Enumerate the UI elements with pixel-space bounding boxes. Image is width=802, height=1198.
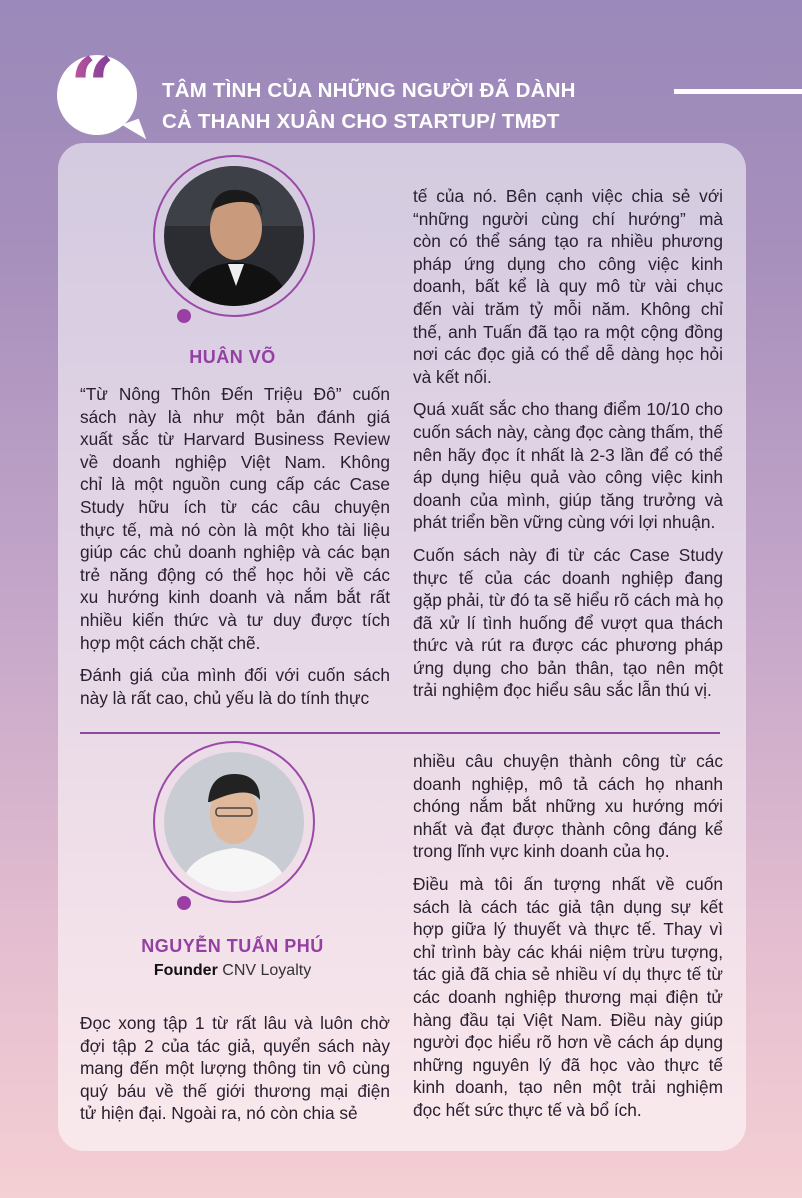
text-line: “Từ Nông Thôn Đến Triệu Đô” cuốn [80,384,390,404]
text-line: giúp các chủ doanh nghiệp và các bạn [80,542,390,563]
text-line: Quá xuất sắc cho thang điểm 10/10 cho [413,399,723,420]
decor-dot [177,309,191,323]
text-line: hợp giữa lý thuyết và thực tế. Thay vì [413,919,723,940]
title-line-2: CẢ THANH XUÂN CHO STARTUP/ TMĐT [162,110,560,133]
text-line: Đọc xong tập 1 từ rất lâu và luôn chờ [80,1013,390,1033]
text-line: nơi các đọc giả có thể dễ dàng học hỏi [413,344,723,365]
role-org: CNV Loyalty [222,962,312,979]
reviewer-role [80,962,385,980]
text-line: tử hiện đại. Ngoài ra, nó còn chia sẻ [80,1103,358,1124]
text-line: nhiều câu chuyện thành công từ các [413,751,723,771]
text-line: Đánh giá của mình đối với cuốn sách [80,665,390,686]
text-line: trẻ năng động có thể học hỏi về các [80,564,390,585]
text-line: tác giả đã chia sẻ nhiều ví dụ thực tế từ [413,964,723,985]
text-line: đến vài trăm tỷ mỗi năm. Không chỉ [413,298,723,319]
text-line: doanh nghiệp, mô tả cách họ nhanh [413,773,723,794]
text-line: này là rất cao, chủ yếu là do tính thực [80,687,370,708]
title-line-1: TÂM TÌNH CỦA NHỮNG NGƯỜI ĐÃ DÀNH [162,79,576,102]
text-line: kinh doanh, tạo nên một trải nghiệm [413,1077,723,1098]
text-line: đã xử lí tình huống để vượt qua thách [413,612,723,633]
text-line: pháp ứng dụng cho công việc kinh [413,253,723,274]
text-line: mang đến một lượng thông tin vô cùng [80,1058,390,1079]
text-line: cuốn sách này, càng đọc càng thấm, thế [413,421,723,442]
text-line: thực tế của các doanh nghiệp đang [413,567,723,588]
review-text-left [80,383,390,709]
text-line: người đọc hiểu rõ hơn về cách áp dụng [413,1032,723,1053]
text-line: thế, anh Tuấn đã tạo ra một cộng đồng [413,321,723,342]
text-line: hợp một cách chặt chẽ. [80,632,261,653]
text-line: chỉ trình bày các khái niệm trừu tượng, [413,941,723,962]
text-line: trải nghiệm đọc hiểu sâu sắc lẫn thú vị. [413,680,712,701]
page-title [162,75,576,137]
text-line: Cuốn sách này đi từ các Case Study [413,544,723,565]
text-line: sách là cách tác giả tận dụng sự kết [413,896,723,917]
paragraph-gap [413,388,723,398]
text-line: đọc hết sức thực tế và bổ ích. [413,1099,642,1120]
text-line: Điều mà tôi ấn tượng nhất về cuốn [413,873,723,894]
paragraph-gap [413,863,723,873]
text-line: doanh của mình, giúp tăng trưởng và [413,489,723,510]
text-line: nhất và đạt được thành công đáng kể [413,818,723,839]
text-line: nhiều kiến thức và tư duy được tích [80,609,390,630]
avatar-nguyen-tuan-phu [164,752,304,892]
text-line: và kết nối. [413,366,492,387]
title-rule [674,89,802,94]
text-line: chóng nắm bắt những xu hướng mới [413,796,723,817]
text-line: hàng đầu tại Việt Nam. Điều này giúp [413,1009,723,1030]
avatar-ring [153,155,315,317]
review-text-right [413,185,723,702]
text-line: thực tế, mà nó còn là một kho tài liệu [80,519,390,540]
text-line: quý báu về thế giới thương mại điện [80,1080,390,1101]
decor-dot [177,896,191,910]
paragraph-gap [413,534,723,544]
review-text-left [80,1012,390,1125]
quote-open-icon: “ [70,41,115,132]
text-line: nên hãy đọc ít nhất là 2-3 lần để có thể [413,444,723,465]
text-line: về doanh nghiệp Việt Nam. Không [80,451,390,472]
text-line: còn có thể sáng tạo ra nhiều phương [413,231,723,252]
review-text-right [413,750,723,1122]
avatar-ring [153,741,315,903]
text-line: phát triển bền vững cùng với lợi nhuận. [413,512,716,533]
text-line: sách này là như một bản đánh giá [80,406,390,427]
text-line: áp dụng hiệu quả vào công việc kinh [413,467,723,488]
text-line: Study hữu ích từ các câu chuyện [80,496,390,517]
text-line: trong lĩnh vực kinh doanh của họ. [413,841,670,862]
reviewer-name: NGUYỄN TUẤN PHÚ [141,936,324,956]
text-line: “những người cùng chí hướng” mà [413,208,723,229]
text-line: doanh, bất kể là quy mô từ vài chục [413,276,723,297]
text-line: chỉ là một nguồn cung cấp các Case [80,474,390,495]
text-line: đợi tập 2 của tác giả, quyển sách này [80,1035,390,1056]
divider [80,732,720,734]
text-line: xu hướng kinh doanh và nắm bắt rất [80,587,390,608]
text-line: thức và rút ra được các phương pháp [413,635,723,656]
text-line: gặp phải, từ đó ta sẽ hiểu rõ cách mà họ [413,590,724,611]
paragraph-gap [80,654,390,664]
avatar-huan-vo [164,166,304,306]
role-title: Founder [153,962,218,979]
text-line: tế của nó. Bên cạnh việc chia sẻ với [413,186,723,206]
text-line: những nguyên lý đã học vào thực tế [413,1054,723,1075]
text-line: ứng dụng cho bản thân, tạo nên một [413,657,723,678]
text-line: các doanh nghiệp thương mại điện tử [413,986,723,1007]
reviewer-name: HUÂN VÕ [189,347,276,367]
text-line: xuất sắc từ Harvard Business Review [80,429,390,450]
